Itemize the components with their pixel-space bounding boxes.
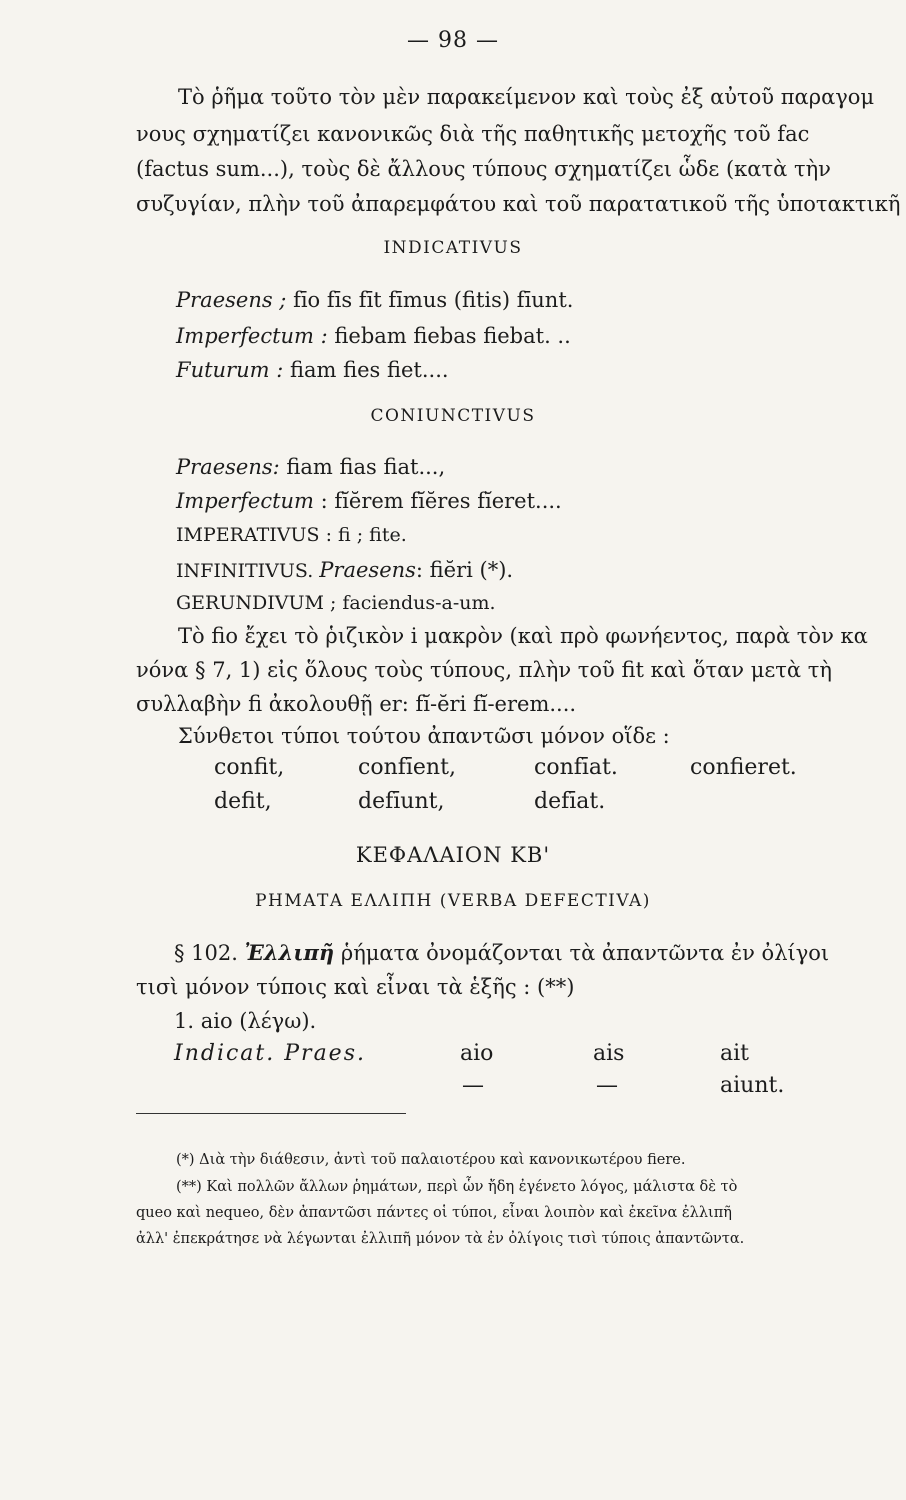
footnote-2-cont: queo καὶ nequeo, δὲν ἀπαντῶσι πάντες οἱ τύποι, εἶναι λοιπὸν καὶ ἐκεῖνα ἐλλιπῆ (136, 1205, 732, 1221)
section-number: § 102. (174, 941, 238, 965)
coniunctivus-praesens (176, 457, 445, 478)
compound-form: confīat. (534, 755, 618, 780)
section-term: Ἐλλιπῆ (244, 940, 335, 965)
coniunctivus-imperfectum (176, 491, 562, 512)
indicativus-heading: INDICATIVUS (383, 238, 523, 258)
table-cell: ait (720, 1041, 749, 1066)
page-number: — 98 — (407, 28, 499, 53)
footnote-1: (*) Διὰ τὴν διάθεσιν, ἀντὶ τοῦ παλαιοτέρου καὶ κανονικωτέρου fiere. (176, 1152, 686, 1168)
compound-form: defit, (214, 789, 272, 814)
note-line-4: Σύνθετοι τύποι τούτου ἀπαντῶσι μόνον οἵδε : (178, 724, 670, 748)
tense-label: Imperfectum : (176, 324, 328, 348)
intro-line-1: Τὸ ῥῆμα τοῦτο τὸν μὲν παρακείμενον καὶ τοὺς ἐξ αὐτοῦ παραγομ (178, 85, 875, 109)
table-cell: ais (593, 1041, 625, 1066)
section-item: 1. aio (λέγω). (174, 1009, 317, 1033)
compound-form: confit, (214, 755, 285, 780)
tense-forms: fiam fias fiat..., (286, 455, 446, 479)
infinitivus-line (176, 560, 513, 581)
table-cell: aio (460, 1041, 494, 1066)
note-line-1: Τὸ fio ἔχει τὸ ῥιζικὸν i μακρὸν (καὶ πρὸ φωνήεντος, παρὰ τὸν κα (178, 624, 868, 648)
section-text: ῥήματα ὀνομάζονται τὰ ἀπαντῶντα ἐν ὀλίγοι (340, 941, 830, 965)
table-cell: — (596, 1073, 618, 1098)
gerundivum-line: GERUNDIVUM ; faciendus-a-um. (176, 592, 496, 614)
tense-label: Imperfectum (176, 489, 314, 513)
footnote-2-cont: ἀλλ' ἐπεκράτησε νὰ λέγωνται ἐλλιπῆ μόνον τὰ ἐν ὀλίγοις τισὶ τύποις ἀπαντῶντα. (136, 1231, 745, 1247)
table-label: Indicat. Praes. (174, 1041, 366, 1066)
tense-forms: fiam fies fiet.... (289, 358, 449, 382)
tense-forms: : fiĕri (*). (415, 558, 514, 582)
mood-prefix: INFINITIVUS. (176, 560, 314, 582)
tense-label: Praesens (319, 558, 416, 582)
note-line-3: συλλαβὴν fi ἀκολουθῇ er: fĭ-ĕri fĭ-erem.... (136, 692, 577, 716)
tense-label: Praesens: (176, 455, 280, 479)
table-cell: aiunt. (720, 1073, 785, 1098)
intro-line-4: συζυγίαν, πλὴν τοῦ ἀπαρεμφάτου καὶ τοῦ παρατατικοῦ τῆς ὑποτακτικῆ (136, 192, 901, 216)
tense-label: Praesens ; (176, 288, 287, 312)
tense-forms: fīo fīs fīt fīmus (fitis) fīunt. (293, 288, 574, 312)
compound-form: defīunt, (358, 789, 445, 814)
tense-label: Futurum : (176, 358, 284, 382)
indicativus-imperfectum (176, 326, 571, 347)
footnote-2: (**) Καὶ πολλῶν ἄλλων ῥημάτων, περὶ ὧν ἤδη ἐγένετο λόγος, μάλιστα δὲ τὸ (176, 1179, 738, 1195)
note-line-2: νόνα § 7, 1) εἰς ὅλους τοὺς τύπους, πλὴν τοῦ fit καὶ ὅταν μετὰ τὴ (136, 658, 832, 682)
tense-forms: fiebam fiebas fiebat. .. (334, 324, 571, 348)
coniunctivus-heading: CONIUNCTIVUS (370, 406, 536, 426)
chapter-heading: ΚΕΦΑΛΑΙΟΝ ΚΒ' (355, 843, 551, 867)
intro-line-2: νους σχηματίζει κανονικῶς διὰ τῆς παθητικῆς μετοχῆς τοῦ fac (136, 122, 810, 146)
table-cell: — (462, 1073, 484, 1098)
compound-form: confīent, (358, 755, 456, 780)
imperativus-line: IMPERATIVUS : fi ; fite. (176, 524, 407, 546)
compound-form: confieret. (690, 755, 797, 780)
tense-forms: : fĭĕrem fĭĕres fĭeret.... (320, 489, 562, 513)
intro-line-3: (factus sum...), τοὺς δὲ ἄλλους τύπους σχηματίζει ὧδε (κατὰ τὴν (136, 157, 831, 181)
footnote-divider (136, 1113, 406, 1114)
chapter-subheading: ΡΗΜΑΤΑ ΕΛΛΙΠΗ (VERBA DEFECTIVA) (255, 891, 651, 911)
section-line-1 (174, 942, 829, 964)
compound-form: defīat. (534, 789, 606, 814)
section-line-2: τισὶ μόνον τύποις καὶ εἶναι τὰ ἑξῆς : (**) (136, 975, 575, 999)
indicativus-futurum (176, 360, 449, 381)
indicativus-praesens (176, 290, 573, 311)
